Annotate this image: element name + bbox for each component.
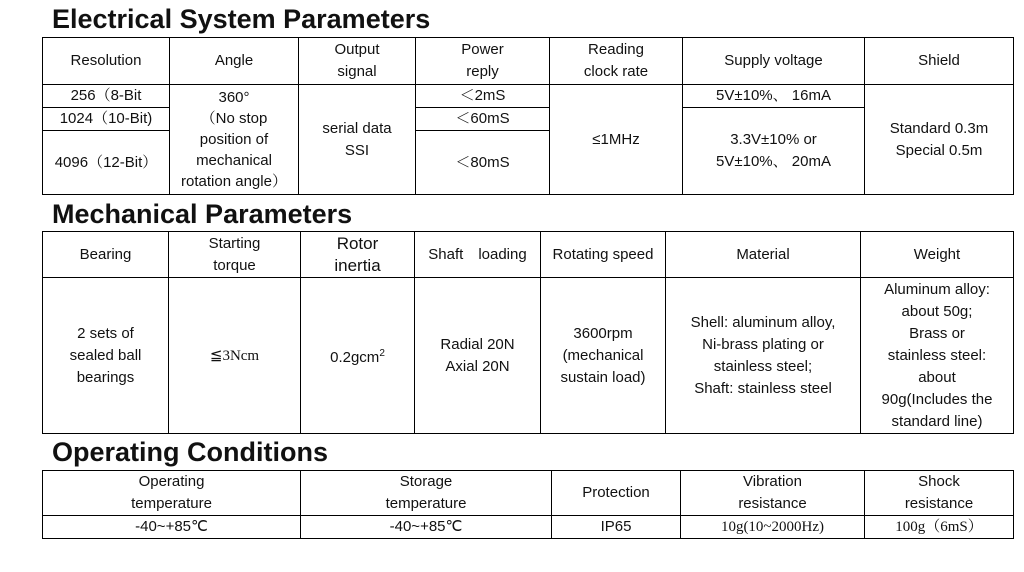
protection-value: IP65 [552,516,681,539]
mechanical-header-row [43,232,1014,278]
mechanical-section-title: Mechanical Parameters [52,199,353,229]
electrical-parameters-table [42,37,1014,195]
header-op-line2: temperature [131,495,212,512]
header-output-line1: Output [334,41,380,58]
header-reading-line2: clock rate [583,63,649,80]
angle-cell [170,85,299,195]
material-line2: Ni-brass plating or [702,335,824,353]
speed-line1: 3600rpm [573,324,633,342]
header-shield: Shield [865,38,1014,85]
header-power-line1: Power [461,41,504,58]
header-reading-clock-rate [550,38,683,85]
header-operating-temperature [43,471,301,516]
operating-conditions-table [42,470,1014,539]
material-line4: Shaft: stainless steel [694,379,832,397]
header-supply-voltage: Supply voltage [683,38,865,85]
shaft-axial: Axial 20N [445,357,510,375]
header-inertia-line2: inertia [334,255,381,275]
shaft-radial: Radial 20N [440,335,515,353]
header-op-line1: Operating [138,473,205,490]
operating-values-row [43,516,1014,539]
resolution-4096: 4096（12-Bit） [43,131,170,195]
header-weight: Weight [861,232,1014,278]
shield-special: Special 0.5m [895,141,983,159]
angle-line1: 360° [218,89,250,106]
weight-line5: about [918,368,956,386]
supply-3v3-cell [683,108,865,195]
angle-line3: position of [199,131,269,148]
mechanical-values-row [43,278,1014,434]
weight-line2: about 50g; [901,302,973,320]
resolution-256: 256（8-Bit [43,85,170,108]
header-torque-line2: torque [213,256,256,274]
mechanical-parameters-table [42,231,1014,434]
header-inertia-line1: Rotor [336,233,379,253]
header-output-signal [299,38,416,85]
angle-line4: mechanical [196,152,272,169]
operating-section-title: Operating Conditions [52,437,328,467]
header-shaft-loading: Shaft loading [415,232,541,278]
header-bearing: Bearing [43,232,169,278]
header-starting-torque [169,232,301,278]
inertia-number: 0.2gcm [330,348,380,366]
material-line1: Shell: aluminum alloy, [690,313,836,331]
output-line1: serial data [322,119,392,137]
header-vib-line2: resistance [738,495,807,512]
power-2ms: ＜2mS [416,85,550,108]
electrical-row-1 [43,85,1014,108]
weight-line3: Brass or [909,324,965,342]
header-output-line2: signal [337,63,377,80]
reading-clock-rate-cell: ≤1MHz [550,85,683,195]
output-line2: SSI [344,141,370,159]
bearing-line2: sealed ball [69,346,142,364]
header-resolution: Resolution [43,38,170,85]
electrical-header-row [43,38,1014,85]
power-80ms: ＜80mS [416,131,550,195]
starting-torque-value: ≦3Ncm [169,278,301,434]
weight-cell [861,278,1014,434]
weight-line4: stainless steel: [887,346,987,364]
weight-line7: standard line) [891,412,983,430]
header-power-line2: reply [466,63,499,80]
header-reading-line1: Reading [588,41,644,58]
header-rotor-inertia [301,232,415,278]
shield-standard: Standard 0.3m [889,119,989,137]
operating-temperature-value: -40~+85℃ [43,516,301,539]
electrical-section-title: Electrical System Parameters [52,4,431,34]
angle-line2: （No stop [200,110,268,127]
header-st-line1: Storage [399,473,453,490]
header-rotating-speed: Rotating speed [541,232,666,278]
header-shock-resistance [865,471,1014,516]
bearing-line1: 2 sets of [77,324,134,342]
header-power-reply [416,38,550,85]
header-shock-line2: resistance [904,495,974,512]
vibration-value: 10g(10~2000Hz) [681,516,865,539]
supply-5v-20ma: 5V±10%、 20mA [716,153,831,170]
header-shock-line1: Shock [918,473,960,490]
header-angle: Angle [170,38,299,85]
bearing-line3: bearings [76,368,135,386]
header-torque-line1: Starting [208,234,261,252]
header-vibration-resistance [681,471,865,516]
supply-5v-16ma: 5V±10%、 16mA [683,85,865,108]
header-st-line2: temperature [385,495,467,512]
angle-line5: rotation angle） [181,173,287,190]
speed-line2: (mechanical [562,346,644,364]
shield-cell [865,85,1014,195]
material-cell [666,278,861,434]
header-vib-line1: Vibration [743,473,802,490]
output-signal-cell [299,85,416,195]
weight-line6: 90g(Includes the [881,390,993,408]
header-storage-temperature [301,471,552,516]
power-60ms: ＜60mS [416,108,550,131]
supply-3v3: 3.3V±10% or [730,131,817,148]
weight-line1: Aluminum alloy: [884,280,990,298]
rotor-inertia-value [301,278,415,434]
resolution-1024: 1024（10-Bit) [43,108,170,131]
header-material: Material [666,232,861,278]
material-line3: stainless steel; [713,357,813,375]
inertia-exponent: 2 [379,347,385,359]
bearing-cell [43,278,169,434]
storage-temperature-value: -40~+85℃ [301,516,552,539]
header-protection: Protection [552,471,681,516]
rotating-speed-cell [541,278,666,434]
speed-line3: sustain load) [560,368,646,386]
shaft-loading-cell [415,278,541,434]
operating-header-row [43,471,1014,516]
shock-value: 100g（6mS） [865,516,1014,539]
